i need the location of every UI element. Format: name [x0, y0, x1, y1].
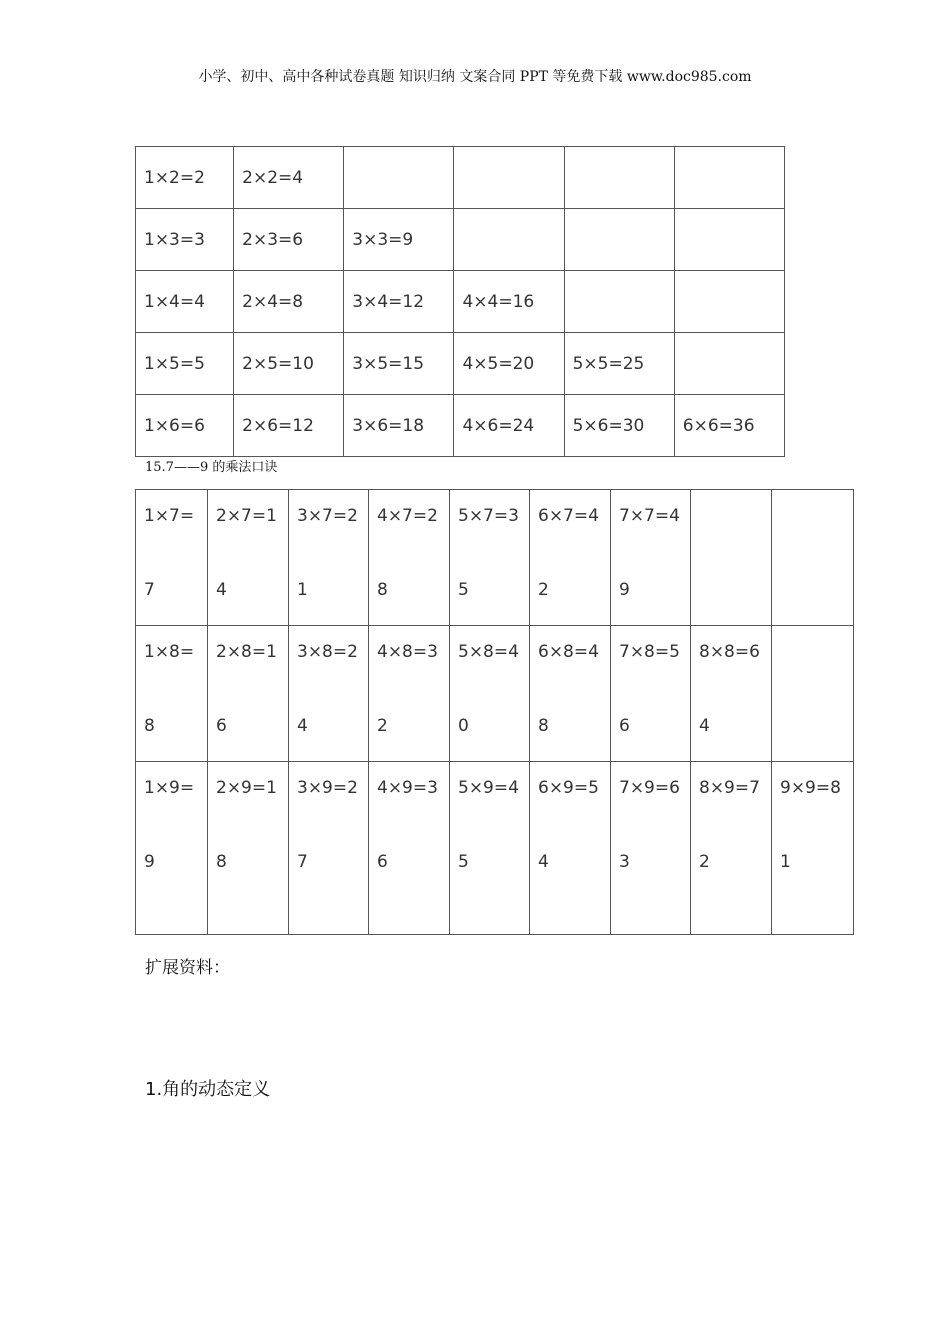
- table-cell: [772, 490, 854, 626]
- table-cell: [691, 490, 772, 626]
- cell-line-1: 7×9=6: [619, 778, 680, 798]
- table-cell: [208, 762, 289, 935]
- cell-line-1: 6×8=4: [538, 642, 599, 662]
- section-title: 1.角的动态定义: [145, 1079, 271, 1100]
- table-cell: [208, 490, 289, 626]
- table-cell: [369, 762, 450, 935]
- multiplication-table-1-6: [135, 146, 785, 457]
- table-cell: 1×5=5: [136, 333, 234, 395]
- table-cell: [530, 762, 611, 935]
- table-cell: 4×5=20: [454, 333, 564, 395]
- table-cell: [611, 626, 691, 762]
- table-cell: [289, 762, 369, 935]
- table-cell: [136, 626, 208, 762]
- cell-line-2: 7: [297, 852, 308, 872]
- cell-line-1: [699, 504, 771, 528]
- cell-line-2: 3: [619, 852, 630, 872]
- table-cell: 1×6=6: [136, 395, 234, 457]
- cell-line-2: 8: [377, 580, 388, 600]
- cell-line-1: 8×9=7: [699, 778, 760, 798]
- cell-line-1: 9×9=8: [780, 778, 841, 798]
- cell-line-1: 3×7=2: [297, 506, 358, 526]
- table-cell: [674, 333, 784, 395]
- cell-line-2: 1: [780, 852, 791, 872]
- cell-line-1: 3×8=2: [297, 642, 358, 662]
- table-cell: [454, 147, 564, 209]
- cell-line-2: 8: [216, 852, 227, 872]
- table-row: [136, 762, 854, 935]
- cell-line-1: 5×9=4: [458, 778, 519, 798]
- table-cell: [289, 490, 369, 626]
- cell-line-2: 6: [619, 716, 630, 736]
- table-cell: [564, 147, 674, 209]
- cell-line-1: 7×8=5: [619, 642, 680, 662]
- cell-line-1: 5×7=3: [458, 506, 519, 526]
- cell-line-2: 8: [538, 716, 549, 736]
- table-cell: 3×3=9: [344, 209, 454, 271]
- table-cell: 1×4=4: [136, 271, 234, 333]
- cell-line-1: 6×9=5: [538, 778, 599, 798]
- cell-line-2: 4: [216, 580, 227, 600]
- cell-line-2: 7: [144, 580, 155, 600]
- table-cell: [611, 490, 691, 626]
- table-cell: [136, 762, 208, 935]
- cell-line-2: 1: [297, 580, 308, 600]
- cell-line-1: [780, 640, 853, 664]
- table-cell: [530, 626, 611, 762]
- table-cell: [289, 626, 369, 762]
- cell-line-1: 1×8=: [144, 642, 195, 662]
- table-cell: [674, 209, 784, 271]
- table-cell: 4×4=16: [454, 271, 564, 333]
- table-cell: [530, 490, 611, 626]
- cell-line-1: 1×9=: [144, 778, 195, 798]
- cell-line-2: 8: [144, 716, 155, 736]
- table-cell: 4×6=24: [454, 395, 564, 457]
- table-cell: 3×4=12: [344, 271, 454, 333]
- cell-line-1: 5×8=4: [458, 642, 519, 662]
- table-cell: [344, 147, 454, 209]
- table-cell: 1×2=2: [136, 147, 234, 209]
- table-cell: [450, 762, 530, 935]
- table-row: [136, 395, 785, 457]
- table-row: [136, 490, 854, 626]
- table-cell: 5×5=25: [564, 333, 674, 395]
- table-cell: 2×6=12: [234, 395, 344, 457]
- table-cell: [450, 626, 530, 762]
- cell-line-2: 2: [699, 852, 710, 872]
- cell-line-2: [699, 578, 771, 602]
- cell-line-1: [780, 504, 853, 528]
- cell-line-1: 1×7=: [144, 506, 195, 526]
- cell-line-2: 2: [538, 580, 549, 600]
- table-cell: [772, 762, 854, 935]
- table-cell: [691, 762, 772, 935]
- table-cell: [136, 490, 208, 626]
- page-header: 小学、初中、高中各种试卷真题 知识归纳 文案合同 PPT 等免费下载 www.doc985.com: [198, 69, 752, 85]
- table-cell: [564, 209, 674, 271]
- cell-line-2: 4: [297, 716, 308, 736]
- extension-label: 扩展资料：: [145, 958, 230, 978]
- table-caption: 15.7——9 的乘法口诀: [145, 460, 278, 475]
- cell-line-2: 6: [377, 852, 388, 872]
- cell-line-2: 0: [458, 716, 469, 736]
- cell-line-2: 9: [619, 580, 630, 600]
- table-row: [136, 271, 785, 333]
- table-cell: [369, 490, 450, 626]
- cell-line-2: [780, 578, 853, 602]
- table-row: [136, 209, 785, 271]
- cell-line-1: 4×9=3: [377, 778, 438, 798]
- cell-line-2: 6: [216, 716, 227, 736]
- table-cell: [772, 626, 854, 762]
- table-cell: 2×4=8: [234, 271, 344, 333]
- table-row: [136, 147, 785, 209]
- cell-line-2: 2: [377, 716, 388, 736]
- cell-line-2: 4: [538, 852, 549, 872]
- table-row: [136, 626, 854, 762]
- table-cell: 2×2=4: [234, 147, 344, 209]
- table-cell: 2×5=10: [234, 333, 344, 395]
- cell-line-1: 6×7=4: [538, 506, 599, 526]
- table-cell: [369, 626, 450, 762]
- table-cell: [674, 147, 784, 209]
- cell-line-2: 5: [458, 852, 469, 872]
- table-cell: [611, 762, 691, 935]
- cell-line-1: 2×7=1: [216, 506, 277, 526]
- cell-line-2: 4: [699, 716, 710, 736]
- table-cell: 2×3=6: [234, 209, 344, 271]
- cell-line-2: [780, 714, 853, 738]
- table-cell: 6×6=36: [674, 395, 784, 457]
- cell-line-1: 7×7=4: [619, 506, 680, 526]
- cell-line-1: 2×8=1: [216, 642, 277, 662]
- table-cell: [691, 626, 772, 762]
- cell-line-1: 4×7=2: [377, 506, 438, 526]
- cell-line-1: 4×8=3: [377, 642, 438, 662]
- table-cell: 1×3=3: [136, 209, 234, 271]
- cell-line-1: 8×8=6: [699, 642, 760, 662]
- table-row: [136, 333, 785, 395]
- cell-line-1: 3×9=2: [297, 778, 358, 798]
- table-cell: 3×6=18: [344, 395, 454, 457]
- table-cell: 3×5=15: [344, 333, 454, 395]
- table-cell: [450, 490, 530, 626]
- table-cell: [674, 271, 784, 333]
- table-cell: [564, 271, 674, 333]
- table-cell: 5×6=30: [564, 395, 674, 457]
- cell-line-2: 9: [144, 852, 155, 872]
- cell-line-1: 2×9=1: [216, 778, 277, 798]
- multiplication-table-7-9: [135, 489, 854, 935]
- cell-line-2: 5: [458, 580, 469, 600]
- table-cell: [208, 626, 289, 762]
- table-cell: [454, 209, 564, 271]
